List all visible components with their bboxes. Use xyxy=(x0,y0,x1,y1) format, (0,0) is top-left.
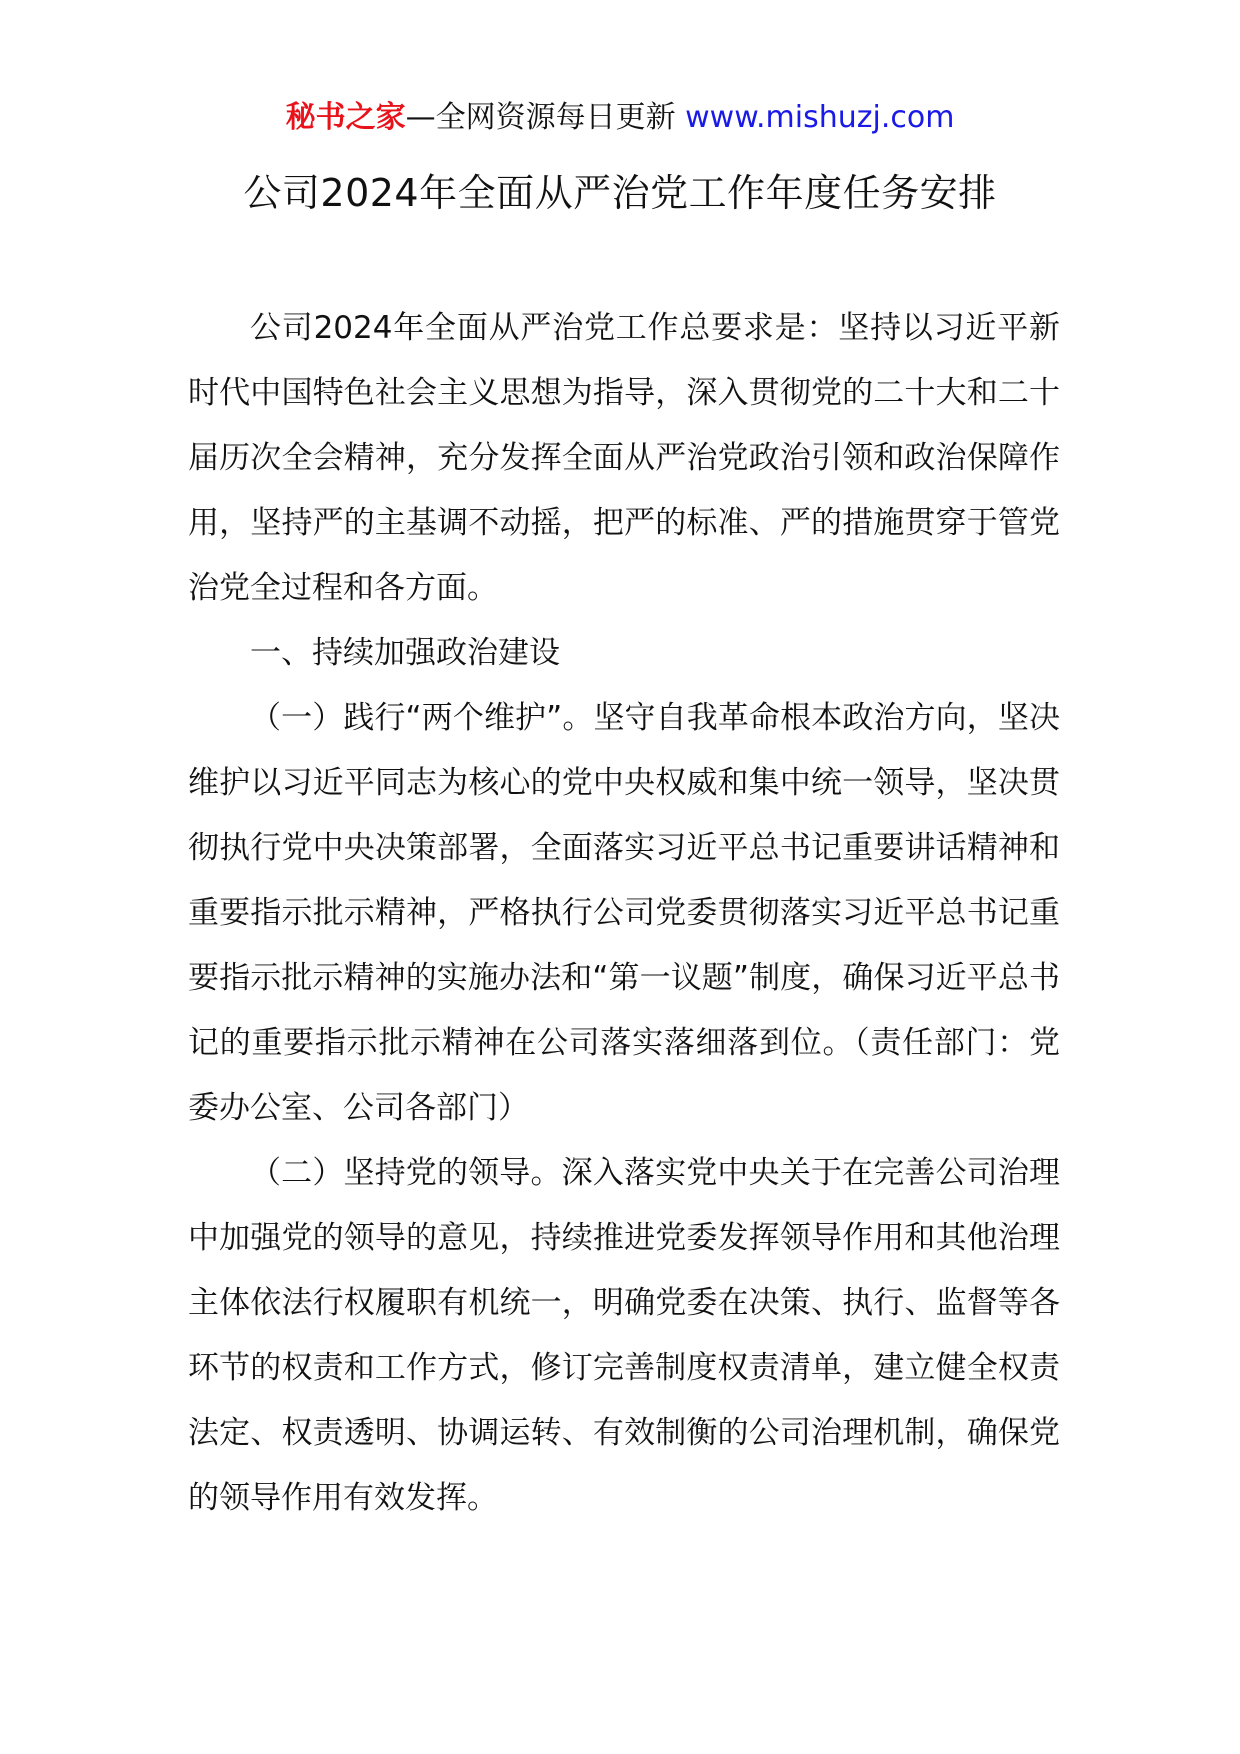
document-title: 公司2024年全面从严治党工作年度任务安排 xyxy=(243,171,997,215)
document-body xyxy=(188,296,1060,1531)
item-paragraph: （二）坚持党的领导。深入落实党中央关于在完善公司治理中加强党的领导的意见，持续推进党委发挥领导作用和其他治理主体依法行权履职有机统一，明确党委在决策、执行、监督等各环节的权责和工作方式，修订完善制度权责清单，建立健全权责法定、权责透明、协调运转、有效制衡的公司治理机制，确保党的领导作用有效发挥。 xyxy=(188,1155,1060,1516)
item-paragraph: （一）践行“两个维护”。坚守自我革命根本政治方向，坚决维护以习近平同志为核心的党中央权威和集中统一领导，坚决贯彻执行党中央决策部署，全面落实习近平总书记重要讲话精神和重要指示批示精神，严格执行公司党委贯彻落实习近平总书记重要指示批示精神的实施办法和“第一议题”制度，确保习近平总书记的重要指示批示精神在公司落实落细落到位。（责任部门：党委办公室、公司各部门） xyxy=(188,700,1060,1126)
site-header xyxy=(0,98,1240,138)
site-url-link[interactable]: www.mishuzj.com xyxy=(685,100,955,135)
header-tagline: —全网资源每日更新 xyxy=(405,100,686,135)
intro-paragraph: 公司2024年全面从严治党工作总要求是：坚持以习近平新时代中国特色社会主义思想为指导，深入贯彻党的二十大和二十届历次全会精神，充分发挥全面从严治党政治引领和政治保障作用，坚持严的主基调不动摇，把严的标准、严的措施贯穿于管党治党全过程和各方面。 xyxy=(188,310,1060,606)
brand-name: 秘书之家 xyxy=(285,100,406,135)
section-heading: 一、持续加强政治建设 xyxy=(250,635,560,671)
